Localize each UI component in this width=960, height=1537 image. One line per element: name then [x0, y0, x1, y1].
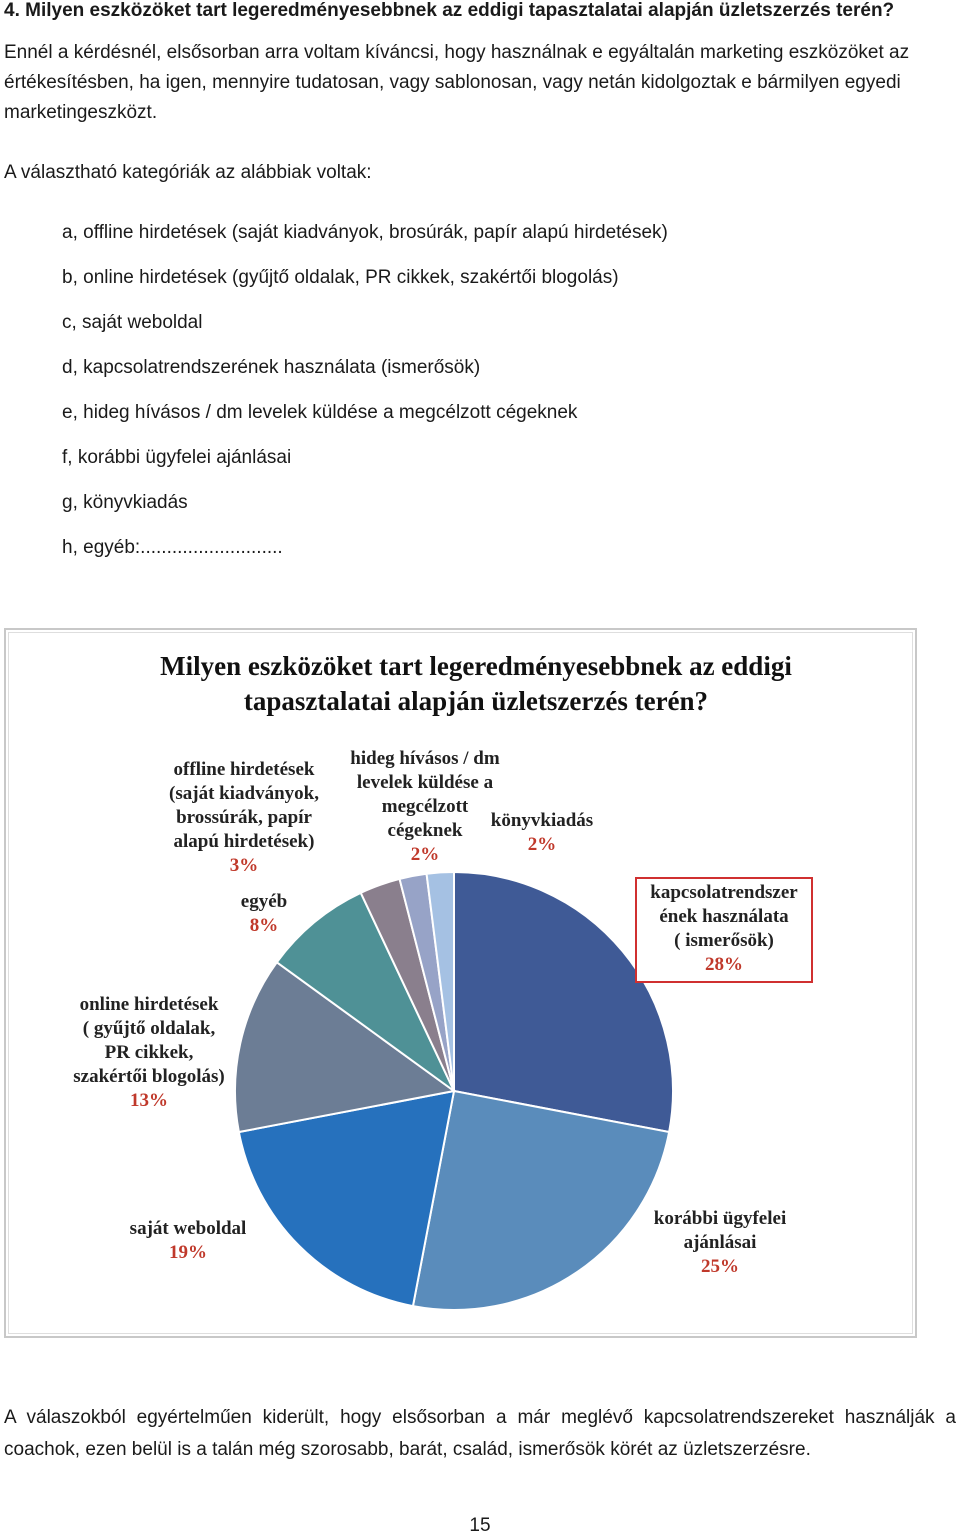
- category-item: h, egyéb:...........................: [62, 537, 283, 558]
- slice-label: ( gyűjtő oldalak,: [82, 1018, 216, 1039]
- slice-label: ajánlásai: [683, 1232, 757, 1253]
- category-item: f, korábbi ügyfelei ajánlásai: [62, 447, 292, 468]
- slice-label: hideg hívásos / dm: [350, 748, 500, 769]
- section-heading: 4. Milyen eszközöket tart legeredményesebbnek az eddigi tapasztalatai alapján üzletszerzés terén?: [4, 0, 895, 21]
- slice-percent: 2%: [527, 834, 557, 855]
- pie-chart-frame: [4, 628, 917, 1338]
- category-item: b, online hirdetések (gyűjtő oldalak, PR cikkek, szakértői blogolás): [62, 267, 619, 288]
- slice-label: kapcsolatrendszer: [650, 882, 798, 903]
- slice-label: offline hirdetések: [173, 759, 315, 780]
- slice-label: levelek küldése a: [356, 772, 494, 793]
- slice-label: cégeknek: [387, 820, 463, 841]
- slice-percent: 2%: [410, 844, 440, 865]
- slice-label: alapú hirdetések): [173, 831, 315, 852]
- categories-list: [62, 210, 668, 570]
- slice-label: (saját kiadványok,: [169, 783, 319, 804]
- slice-percent: 25%: [701, 1256, 739, 1277]
- chart-title-line: Milyen eszközöket tart legeredményesebbnek az eddigi: [160, 651, 792, 681]
- category-item: e, hideg hívásos / dm levelek küldése a megcélzott cégeknek: [62, 402, 578, 423]
- slice-label: ének használata: [659, 906, 789, 927]
- slice-label: PR cikkek,: [104, 1042, 194, 1063]
- slice-label: saját weboldal: [129, 1218, 247, 1239]
- page-number: 15: [469, 1515, 491, 1536]
- conclusion-paragraph: A válaszokból egyértelműen kiderült, hogy elsősorban a már meglévő kapcsolatrendszereket használják a coachok, ezen belül is a talán még szorosabb, barát, család, ismerősök körét az üzletszerzésre.: [4, 1407, 956, 1460]
- slice-label: brossúrák, papír: [176, 807, 312, 828]
- category-item: d, kapcsolatrendszerének használata (ismerősök): [62, 357, 481, 378]
- categories-title: A választható kategóriák az alábbiak voltak:: [4, 162, 372, 183]
- slice-label: megcélzott: [381, 796, 469, 817]
- slice-label: online hirdetések: [79, 994, 219, 1015]
- category-item: a, offline hirdetések (saját kiadványok, brosúrák, papír alapú hirdetések): [62, 222, 668, 243]
- category-item: c, saját weboldal: [62, 312, 203, 333]
- slice-label: korábbi ügyfelei: [653, 1208, 787, 1229]
- slice-percent: 13%: [130, 1090, 168, 1111]
- pie-chart: [6, 630, 915, 1336]
- slice-label: egyéb: [240, 891, 288, 912]
- category-item: g, könyvkiadás: [62, 492, 188, 513]
- pie-slice: [413, 1091, 669, 1310]
- slice-label: könyvkiadás: [490, 810, 594, 831]
- slice-label: szakértői blogolás): [73, 1066, 225, 1087]
- slice-percent: 28%: [705, 954, 743, 975]
- chart-title-line: tapasztalatai alapján üzletszerzés terén?: [243, 686, 709, 716]
- slice-percent: 3%: [229, 855, 259, 876]
- slice-percent: 8%: [249, 915, 279, 936]
- intro-paragraph: Ennél a kérdésnél, elsősorban arra voltam kíváncsi, hogy használnak e egyáltalán marketing eszközöket az értékesítésben, ha igen, mennyire tudatosan, vagy sablonosan, vagy netán kidolgoztak e bármilyen egyedi marketingeszközt.: [4, 42, 910, 123]
- slice-label: ( ismerősök): [674, 930, 774, 951]
- slice-percent: 19%: [169, 1242, 207, 1263]
